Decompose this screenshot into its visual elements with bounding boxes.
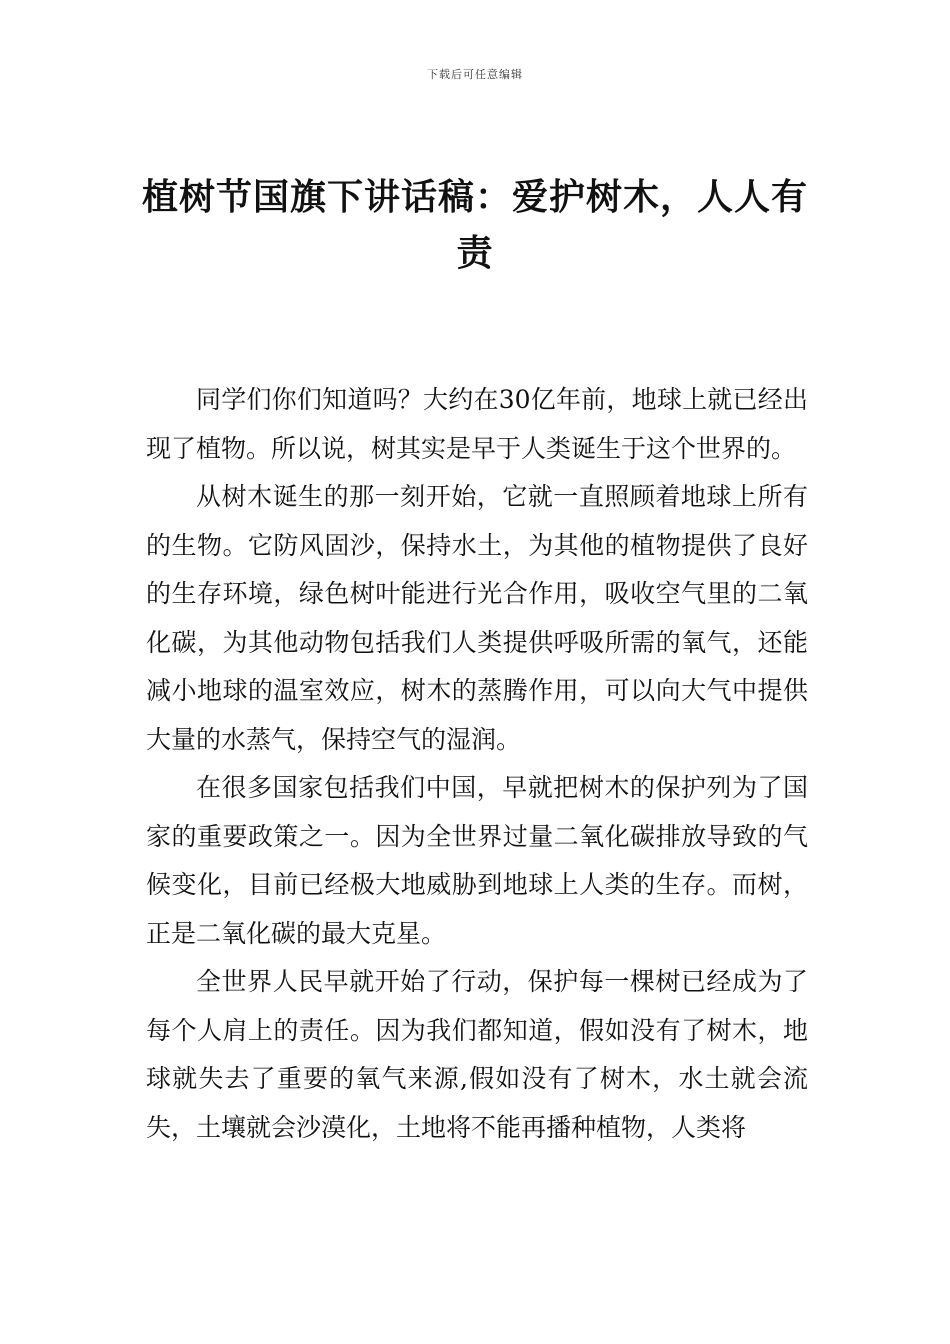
document-body (146, 376, 808, 1152)
paragraph: 在很多国家包括我们中国，早就把树木的保护列为了国家的重要政策之一。因为全世界过量二氧化碳排放导致的气候变化，目前已经极大地威胁到地球上人类的生存。而树，正是二氧化碳的最大克星。 (146, 773, 808, 948)
paragraph: 同学们你们知道吗？大约在30亿年前，地球上就已经出现了植物。所以说，树其实是早于人类诞生于这个世界的。 (146, 385, 808, 463)
document-title: 植树节国旗下讲话稿：爱护树木，人人有责 (141, 177, 808, 274)
paragraph: 全世界人民早就开始了行动，保护每一棵树已经成为了每个人肩上的责任。因为我们都知道，假如没有了树木，地球就失去了重要的氧气来源,假如没有了树木，水土就会流失，土壤就会沙漠化，土地将不能再播种植物，人类将 (146, 967, 808, 1142)
paragraph: 从树木诞生的那一刻开始，它就一直照顾着地球上所有的生物。它防风固沙，保持水土，为其他的植物提供了良好的生存环境，绿色树叶能进行光合作用，吸收空气里的二氧化碳，为其他动物包括我们人类提供呼吸所需的氧气，还能减小地球的温室效应，树木的蒸腾作用，可以向大气中提供大量的水蒸气，保持空气的湿润。 (146, 482, 808, 754)
header-note: 下载后可任意编辑 (427, 68, 523, 81)
